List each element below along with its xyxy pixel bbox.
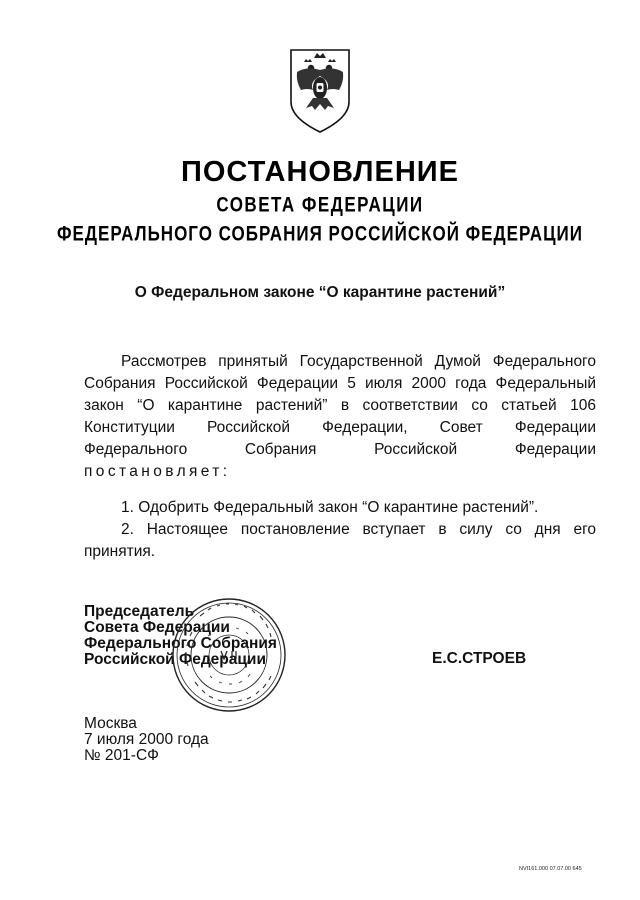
signatory-line: Российской Федерации xyxy=(84,651,266,668)
document-number: № 201-СФ xyxy=(84,747,159,764)
body-line: закон “О карантине растений” в соответствии со статьей 106 xyxy=(84,397,596,414)
signatory-line: Федерального Собрания xyxy=(84,635,277,652)
document-body xyxy=(84,351,596,563)
city: Москва xyxy=(84,715,137,732)
footer-code: NVI161.000 07.07.00 645 xyxy=(519,866,582,872)
body-line: Конституции Российской Федерации, Совет Федерации xyxy=(84,419,596,436)
resolution-item-1: 1. Одобрить Федеральный закон “О карантине растений”. xyxy=(121,499,539,516)
document-title: ПОСТАНОВЛЕНИЕ xyxy=(181,156,459,188)
resolution-item-2: 2. Настоящее постановление вступает в силу со дня его xyxy=(121,521,596,538)
resolution-word: постановляет: xyxy=(84,463,231,480)
coat-of-arms-icon xyxy=(287,46,353,134)
issuer-line-2: ФЕДЕРАЛЬНОГО СОБРАНИЯ РОССИЙСКОЙ ФЕДЕРАЦИИ xyxy=(57,221,583,246)
body-line: Рассмотрев принятый Государственной Думой Федерального xyxy=(121,353,596,370)
official-seal xyxy=(170,596,288,714)
date: 7 июля 2000 года xyxy=(84,731,209,748)
document-subject: О Федеральном законе “О карантине растений” xyxy=(134,284,506,301)
place-and-date xyxy=(84,716,209,764)
signatory-line: Председатель xyxy=(84,603,195,620)
resolution-item-2-cont: принятия. xyxy=(84,543,156,560)
issuer-line-1: СОВЕТА ФЕДЕРАЦИИ xyxy=(216,192,424,217)
signatory-name: Е.С.СТРОЕВ xyxy=(432,650,527,667)
body-line: Собрания Российской Федерации 5 июля 2000 года Федеральный xyxy=(84,375,596,392)
signatory-line: Совета Федерации xyxy=(84,619,230,636)
body-line: Федерального Собрания Российской Федерации xyxy=(84,441,596,458)
